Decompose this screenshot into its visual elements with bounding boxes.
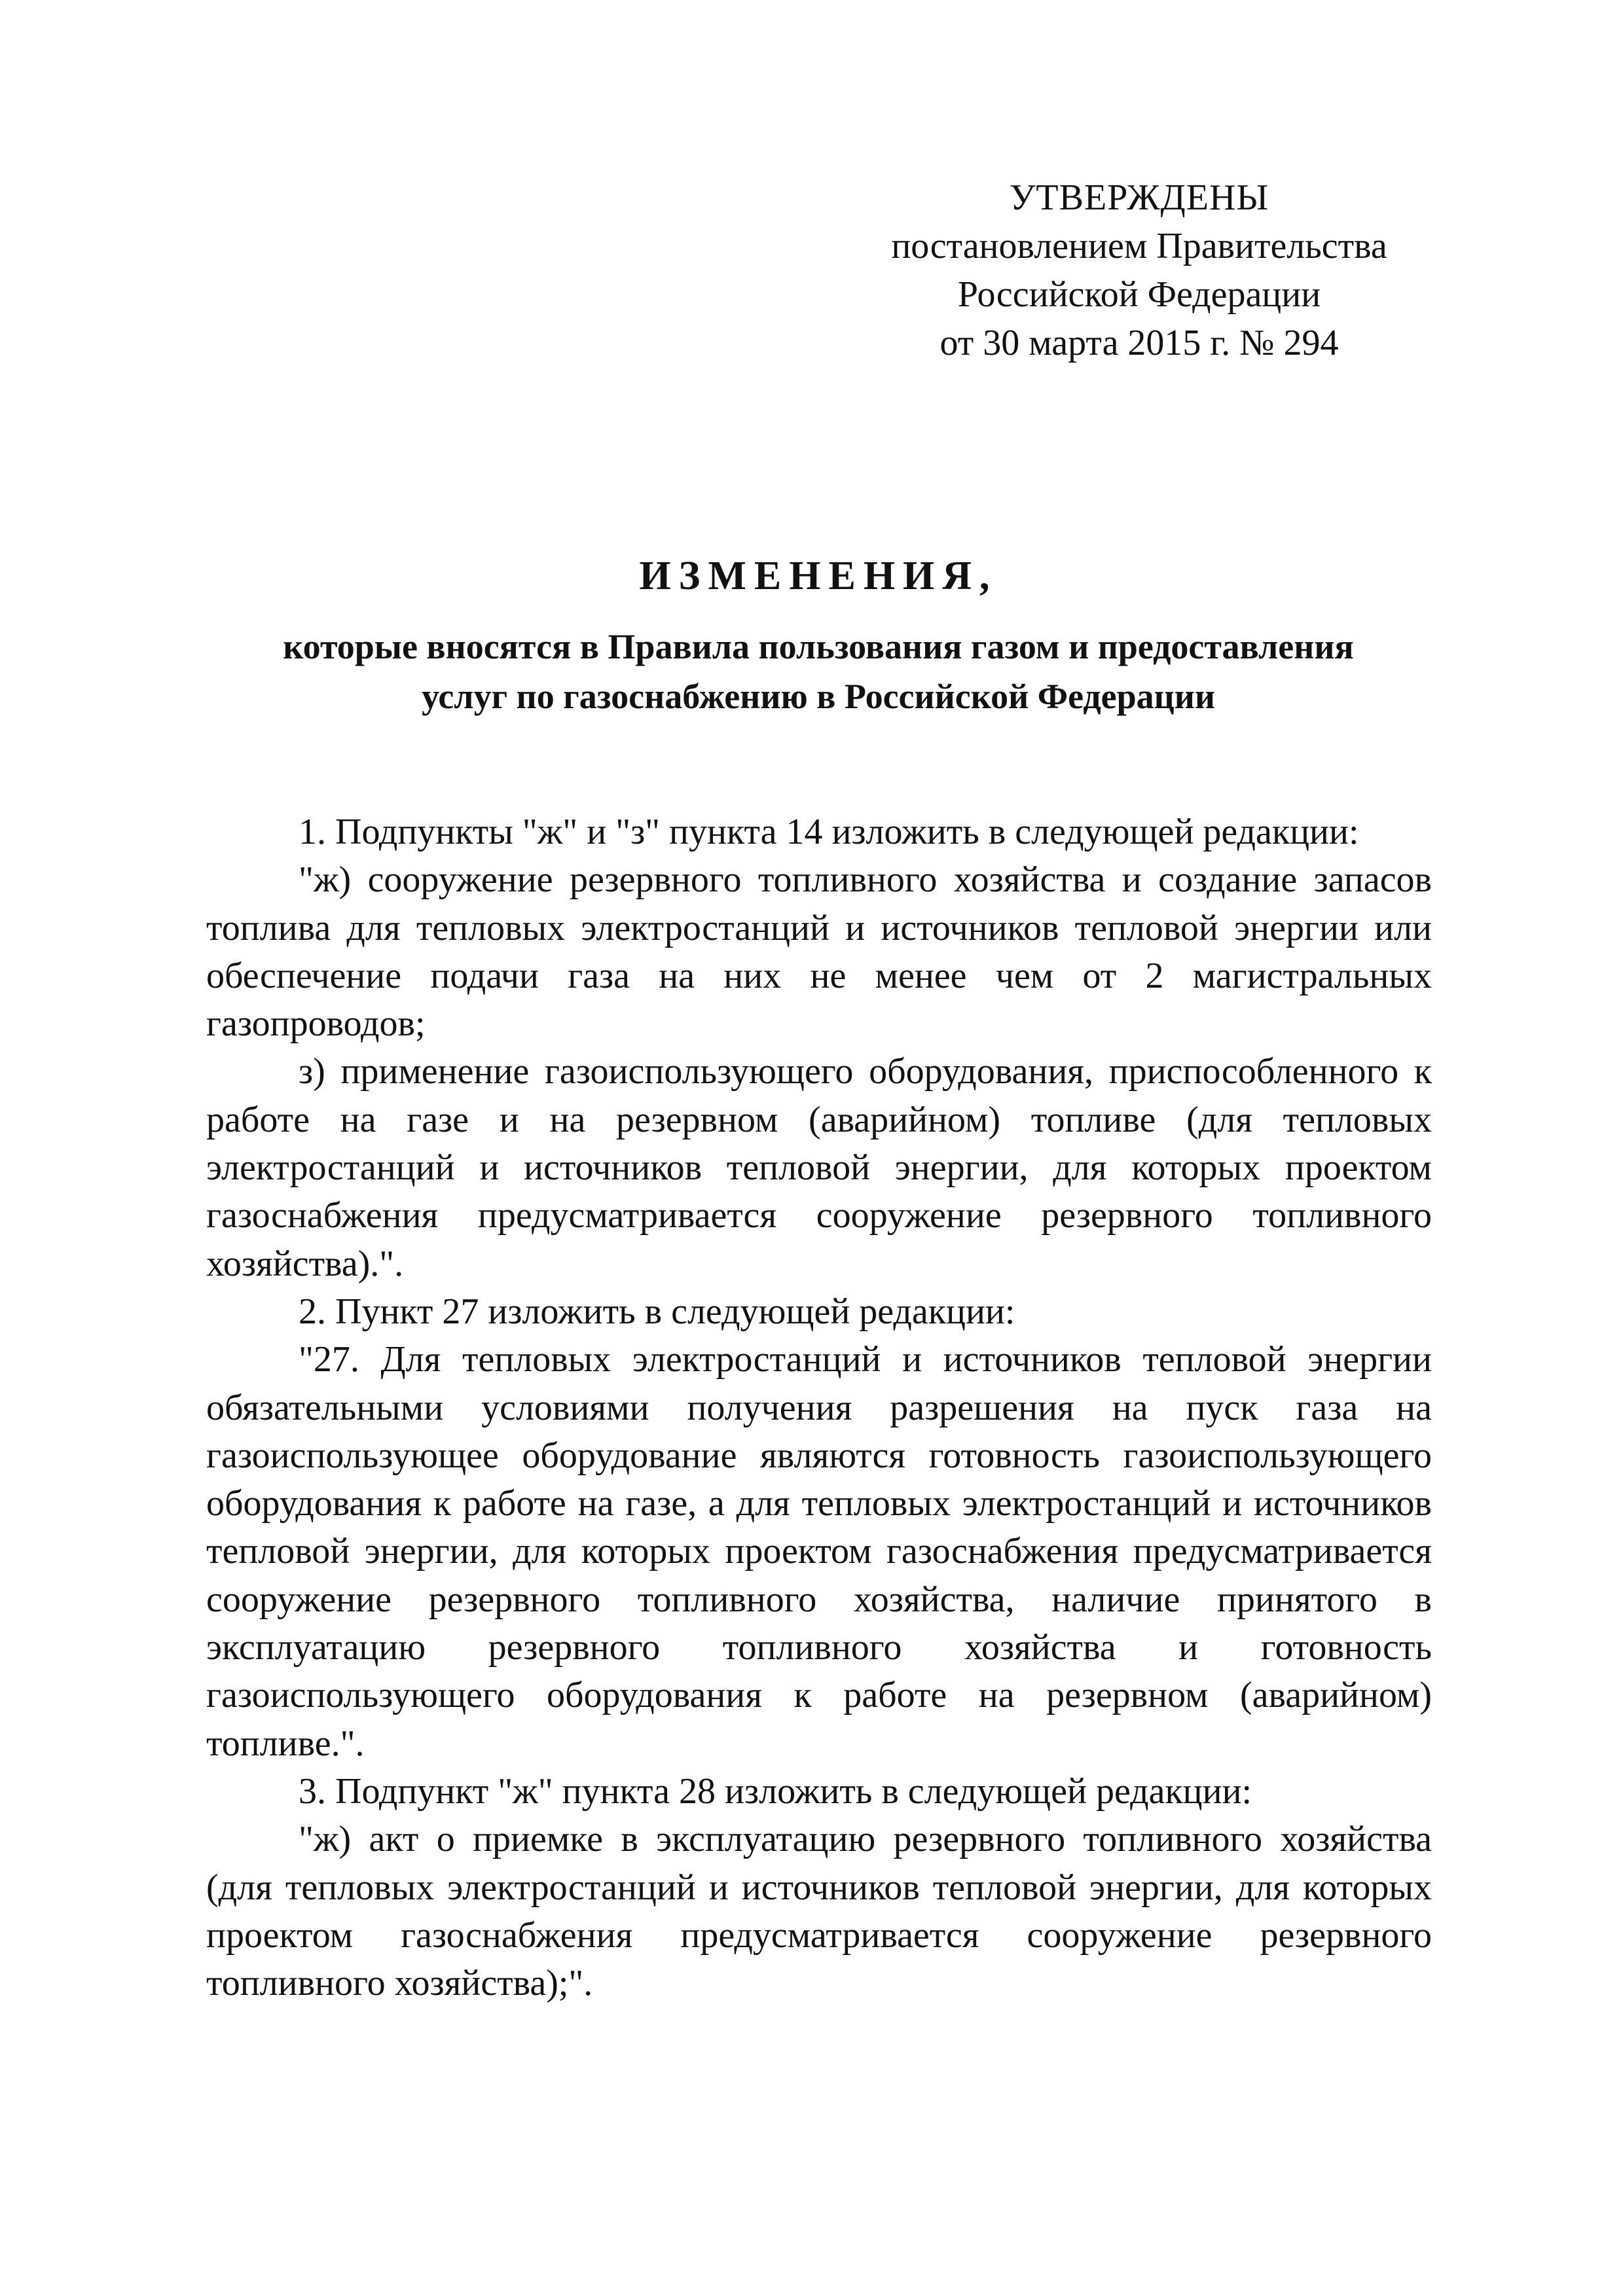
paragraph-5: "27. Для тепловых электростанций и источников тепловой энергии обязательными условиями получения разрешения на пуск газа на газоиспользующее оборудование являются готовность газоиспользующего оборудования к работе на газе, а для тепловых электростанций и источников тепловой энергии, для которых проектом газоснабжения предусматривается сооружение резервного топливного хозяйства, наличие принятого в эксплуатацию резервного топливного хозяйства и готовность газоиспользующего оборудования к работе на резервном (аварийном) топливе.". [206,1339,1432,1764]
approval-line-2: Российской Федерации [957,274,1321,315]
paragraph-4: 2. Пункт 27 изложить в следующей редакции: [299,1291,1015,1332]
approval-stamp [851,173,1427,367]
paragraph-6: 3. Подпункт "ж" пункта 28 изложить в следующей редакции: [299,1770,1252,1812]
document-title: ИЗМЕНЕНИЯ, [639,554,998,598]
paragraph-2: "ж) сооружение резервного топливного хозяйства и создание запасов топлива для тепловых электростанций и источников тепловой энергии или обеспечение подачи газа на них не менее чем от 2 магистральных газопроводов; [206,859,1432,1045]
document-body [206,808,1432,2007]
approval-line-1: постановлением Правительства [891,226,1387,266]
paragraph-1: 1. Подпункты "ж" и "з" пункта 14 изложить в следующей редакции: [299,812,1359,852]
paragraph-7: "ж) акт о приемке в эксплуатацию резервного топливного хозяйства (для тепловых электростанций и источников тепловой энергии, для которых проектом газоснабжения предусматривается сооружение резервного топливного хозяйства);". [206,1819,1432,2004]
document-subtitle-line-1: которые вносятся в Правила пользования газом и предоставления [283,627,1354,666]
approval-line-3: от 30 марта 2015 г. № 294 [939,323,1339,363]
document-subtitle [196,622,1440,721]
approval-title: УТВЕРЖДЕНЫ [1009,177,1269,218]
paragraph-3: з) применение газоиспользующего оборудования, приспособленного к работе на газе и на резервном (аварийном) топливе (для тепловых электростанций и источников тепловой энергии, для которых проектом газоснабжения предусматривается сооружение резервного топливного хозяйства).". [206,1051,1432,1284]
document-subtitle-line-2: услуг по газоснабжению в Российской Федерации [421,677,1216,716]
